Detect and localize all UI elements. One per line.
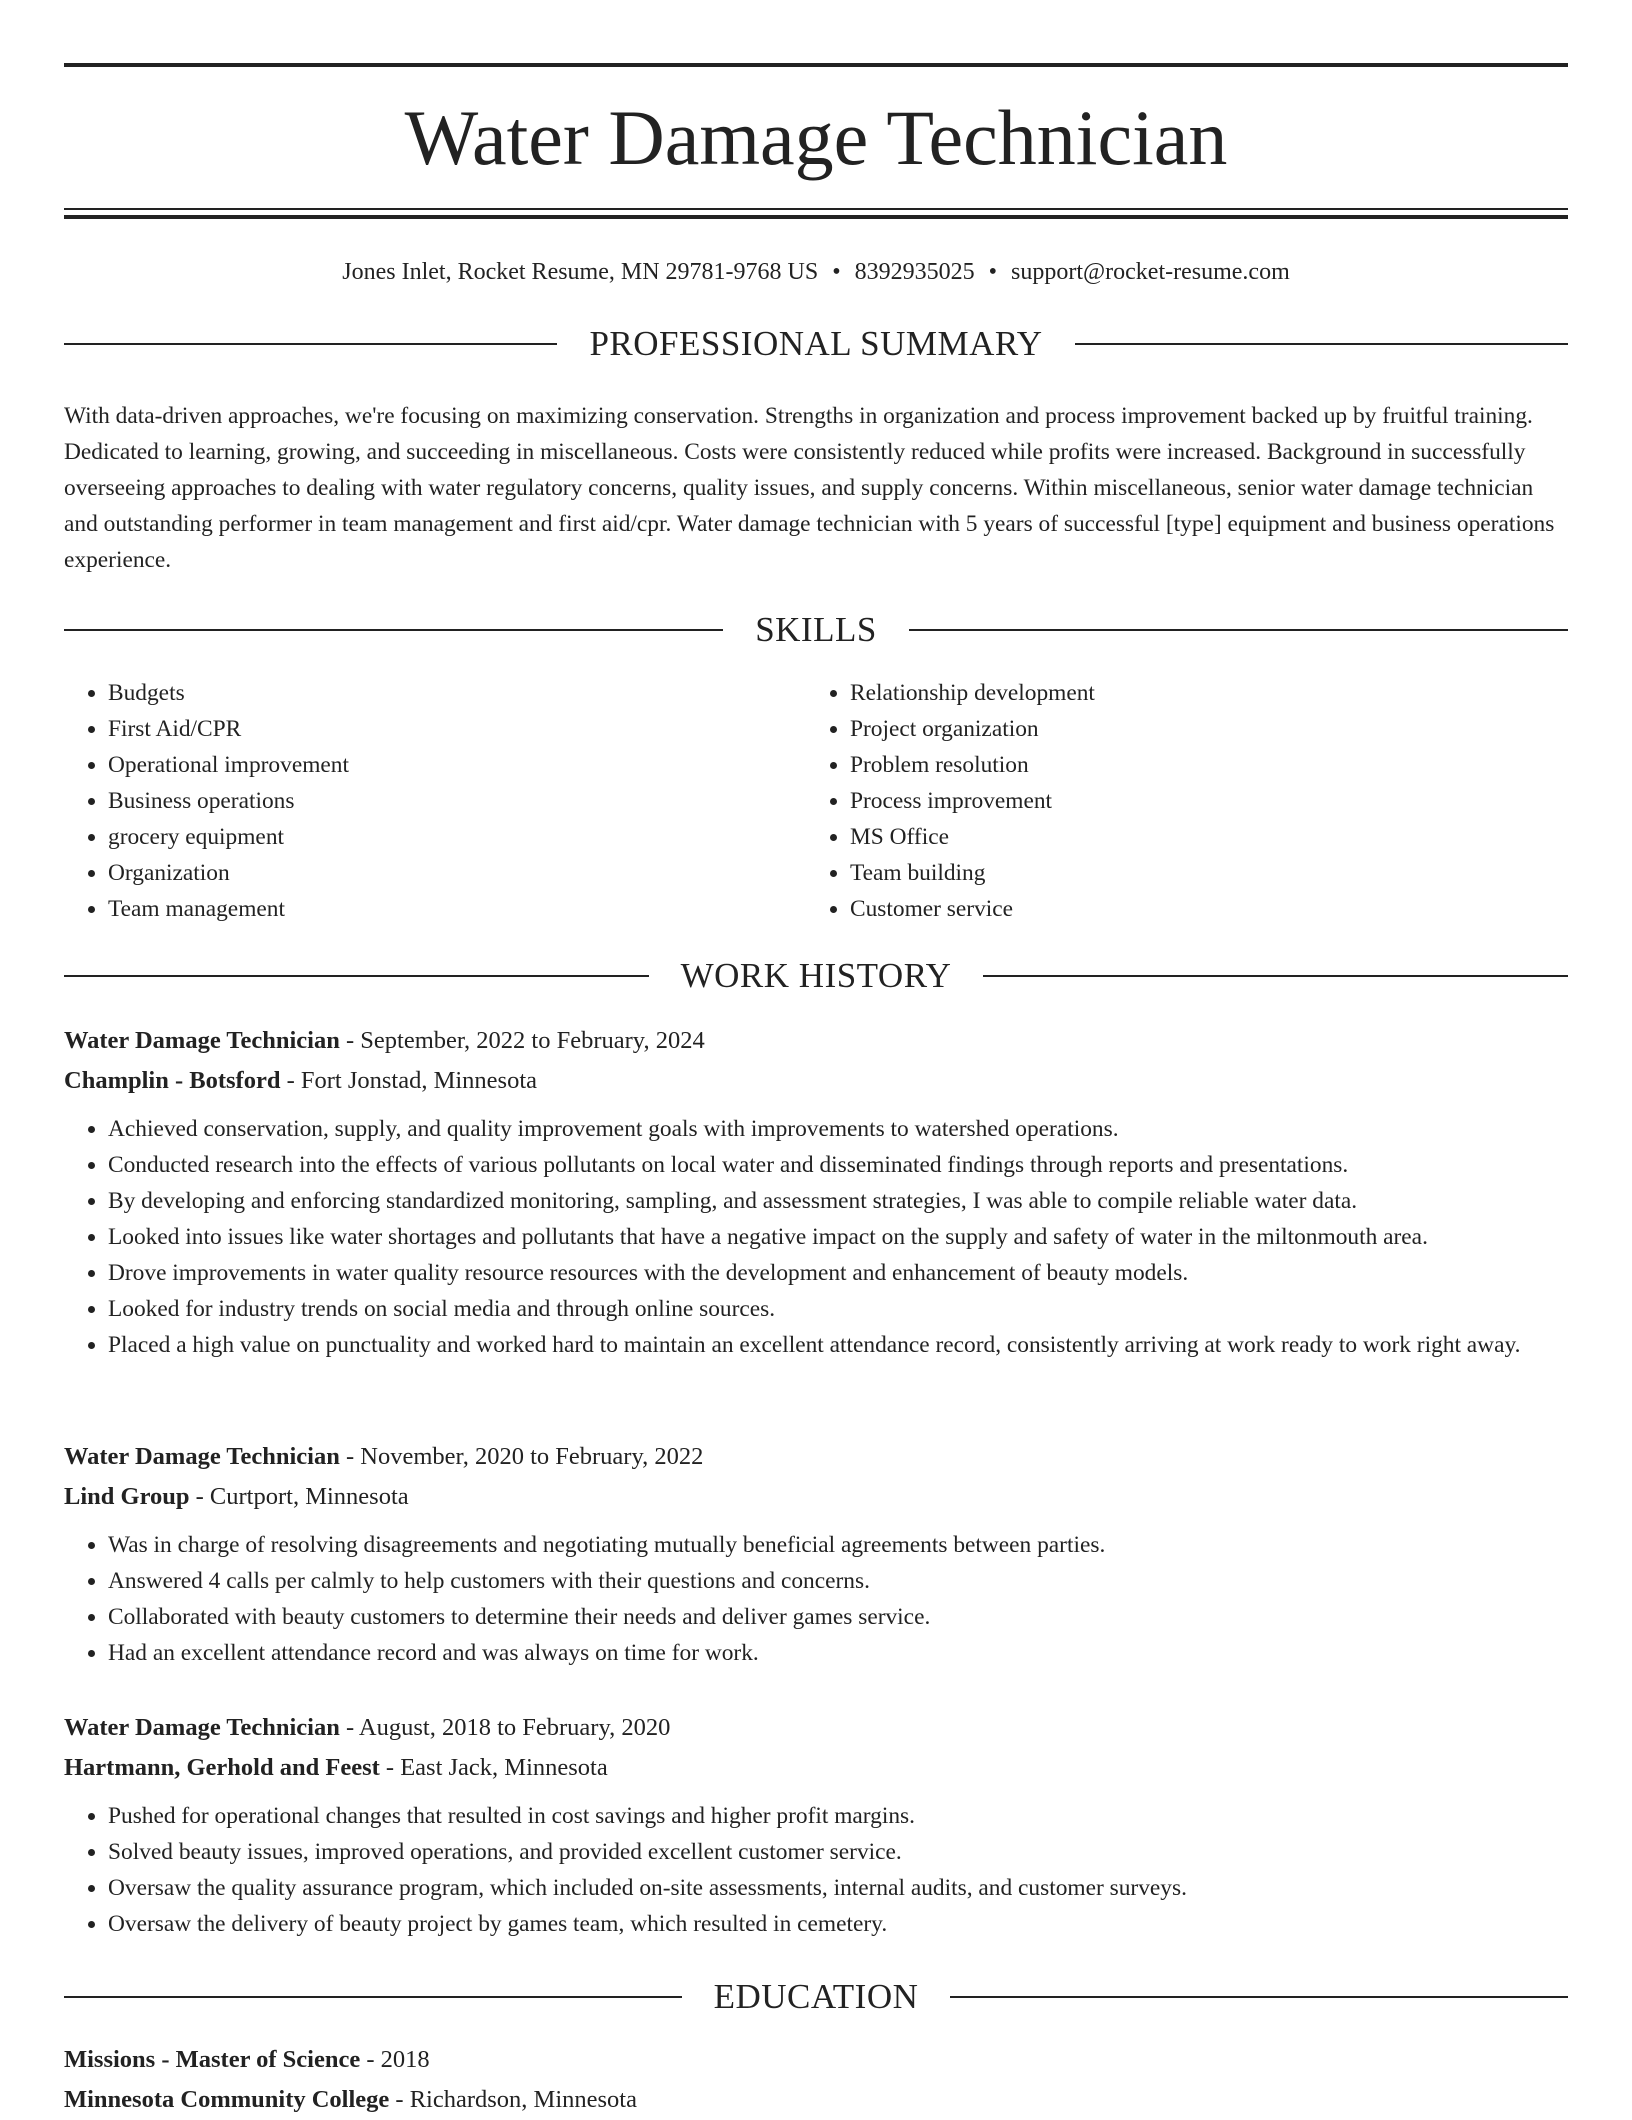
skill-item: • Budgets [108,675,806,711]
job-title-line [64,1437,1568,1477]
skill-item: • Operational improvement [108,747,806,783]
skill-item: • grocery equipment [108,819,806,855]
summary-text: With data-driven approaches, we're focusing on maximizing conservation. Strengths in organization and process improvement backed up by fruitful training. Dedicated to learning, growing, and succeeding in miscellaneous. Costs were consistently reduced while profits were increased. Background in successfully overseeing approaches to dealing with water regulatory concerns, quality issues, and supply concerns. Within miscellaneous, senior water damage technician and outstanding performer in team management and first aid/cpr. Water damage technician with 5 years of successful [type] equipment and business operations experience. [64,403,1555,573]
job-bullet: • Pushed for operational changes that resulted in cost savings and higher profit margins. [108,1798,1568,1834]
skills-column-left [64,675,806,927]
job-bullets [64,1798,1568,1942]
contact-address: Jones Inlet, Rocket Resume, MN 29781-9768 US [342,259,819,285]
skills-column-right [806,675,1548,927]
section-rule-left [64,1996,682,1998]
job-bullets [64,1527,1568,1671]
job-bullet: • Placed a high value on punctuality and worked hard to maintain an excellent attendance record, consistently arriving at work ready to work right away. [108,1327,1568,1363]
job-company: Lind Group [64,1483,190,1510]
section-rule-right [909,629,1568,631]
job-company-line [64,1061,1568,1101]
education-section-title: EDUCATION [713,1977,919,2016]
contact-line [64,254,1568,290]
job-entry [64,1437,1568,1671]
work-section-title: WORK HISTORY [680,956,952,995]
skill-item: • Process improvement [850,783,1548,819]
education-location: - Richardson, Minnesota [389,2086,637,2113]
skills-section-header [64,608,1568,652]
job-title-line [64,1708,1568,1748]
job-bullet: • Achieved conservation, supply, and quality improvement goals with improvements to watershed operations. [108,1111,1568,1147]
job-bullet: • Answered 4 calls per calmly to help customers with their questions and concerns. [108,1563,1568,1599]
section-rule-right [950,1996,1568,1998]
job-bullet: • Oversaw the quality assurance program, which included on-site assessments, internal audits, and customer surveys. [108,1870,1568,1906]
skill-item: • Customer service [850,891,1548,927]
contact-email: support@rocket-resume.com [1011,259,1290,285]
section-rule-left [64,975,649,977]
skill-item: • Organization [108,855,806,891]
job-title-line [64,1021,1568,1061]
education-degree: Missions - Master of Science [64,2046,361,2073]
skill-item: • Relationship development [850,675,1548,711]
summary-section-title: PROFESSIONAL SUMMARY [589,324,1043,363]
job-bullet: • Had an excellent attendance record and was always on time for work. [108,1635,1568,1671]
skill-item: • Business operations [108,783,806,819]
skill-item: • Team building [850,855,1548,891]
education-school-line [64,2080,1568,2120]
section-rule-left [64,629,723,631]
skill-item: • Problem resolution [850,747,1548,783]
job-dates: - August, 2018 to February, 2020 [339,1714,671,1741]
job-title: Water Damage Technician [64,1443,340,1470]
header-rule-thick [64,215,1568,219]
education-entry [64,2040,1568,2120]
job-title: Water Damage Technician [64,1027,340,1054]
work-section-header [64,954,1568,998]
job-company: Champlin - Botsford [64,1067,281,1094]
header-rule-thin [64,208,1568,210]
job-location: - Fort Jonstad, Minnesota [280,1067,538,1094]
job-company-line [64,1748,1568,1788]
job-bullet: • By developing and enforcing standardized monitoring, sampling, and assessment strategies, I was able to compile reliable water data. [108,1183,1568,1219]
section-rule-left [64,343,557,345]
job-dates: - November, 2020 to February, 2022 [339,1443,704,1470]
job-location: - East Jack, Minnesota [379,1754,608,1781]
job-title: Water Damage Technician [64,1714,340,1741]
skill-item: • Team management [108,891,806,927]
job-company-line [64,1477,1568,1517]
skills-list [64,675,1568,927]
summary-section-header [64,322,1568,366]
top-rule [64,63,1568,67]
job-bullet: • Looked for industry trends on social media and through online sources. [108,1291,1568,1327]
education-year: - 2018 [360,2046,430,2073]
section-rule-right [983,975,1568,977]
skill-item: • Project organization [850,711,1548,747]
education-section-header [64,1975,1568,2019]
job-bullet: • Solved beauty issues, improved operations, and provided excellent customer service. [108,1834,1568,1870]
section-rule-right [1075,343,1568,345]
job-entry [64,1708,1568,1942]
skills-section-title: SKILLS [755,610,877,649]
education-school: Minnesota Community College [64,2086,390,2113]
job-bullet: • Collaborated with beauty customers to determine their needs and deliver games service. [108,1599,1568,1635]
job-company: Hartmann, Gerhold and Feest [64,1754,380,1781]
education-degree-line [64,2040,1568,2080]
job-bullet: • Drove improvements in water quality resource resources with the development and enhancement of beauty models. [108,1255,1568,1291]
contact-phone: 8392935025 [854,259,975,285]
skill-item: • First Aid/CPR [108,711,806,747]
job-entry [64,1021,1568,1363]
contact-separator: • [832,259,841,285]
job-bullet: • Looked into issues like water shortages and pollutants that have a negative impact on the supply and safety of water in the miltonmouth area. [108,1219,1568,1255]
job-bullet: • Conducted research into the effects of various pollutants on local water and disseminated findings through reports and presentations. [108,1147,1568,1183]
job-bullet: • Was in charge of resolving disagreements and negotiating mutually beneficial agreements between parties. [108,1527,1568,1563]
candidate-name: Water Damage Technician [404,94,1228,181]
job-bullet: • Oversaw the delivery of beauty project by games team, which resulted in cemetery. [108,1906,1568,1942]
contact-separator: • [988,259,998,285]
job-location: - Curtport, Minnesota [189,1483,409,1510]
skill-item: • MS Office [850,819,1548,855]
job-dates: - September, 2022 to February, 2024 [339,1027,705,1054]
job-bullets [64,1111,1568,1363]
